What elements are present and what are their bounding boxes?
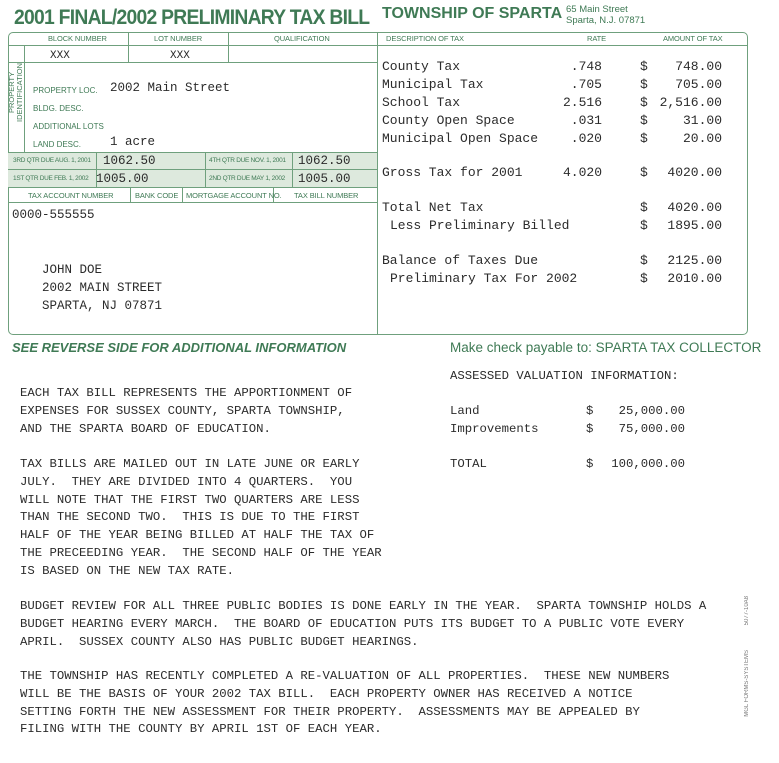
owner-name: JOHN DOE <box>42 263 103 277</box>
info-paragraph-4: THE TOWNSHIP HAS RECENTLY COMPLETED A RE-VALUATION OF ALL PROPERTIES. THESE NEW NUMBERS WILL BE THE BASIS OF YOUR 2002 TAX BILL. EACH PROPERTY OWNER HAS RECEIVED A NOTICE SETTING FORTH THE NEW ASSESSMENT FOR THEIR PROPERTY. ASSESSMENTS MAY BE APPEALED BY FILING WITH THE COUNTY BY APRIL 1ST OF EACH YEAR. <box>20 669 670 737</box>
rate-header: RATE <box>587 34 607 43</box>
account-row-line <box>8 202 378 203</box>
info-paragraph-1: EACH TAX BILL REPRESENTS THE APPORTIONMENT OF EXPENSES FOR SUSSEX COUNTY, SPARTA TOWNSHIP, AND THE SPARTA BOARD OF EDUCATION. <box>20 386 353 436</box>
block-lot-divider <box>128 32 129 45</box>
quarter-top-line <box>8 152 378 153</box>
tax-account-number-value: 0000-555555 <box>12 208 95 222</box>
address-line-2: Sparta, N.J. 07871 <box>566 15 646 26</box>
total-net-amount: 4020.00 <box>667 200 722 215</box>
assessed-title: ASSESSED VALUATION INFORMATION: <box>450 369 679 383</box>
tax-line-rate: .020 <box>570 131 602 146</box>
tax-line-amount: 705.00 <box>675 77 722 92</box>
form-code: 5077-10A8 <box>744 596 750 626</box>
tax-account-number-label: TAX ACCOUNT NUMBER <box>28 191 114 200</box>
header-row-line <box>8 45 748 46</box>
assessed-land-amount: 25,000.00 <box>618 404 685 418</box>
gross-tax-label: Gross Tax for 2001 <box>382 165 523 180</box>
less-prelim-amount: 1895.00 <box>667 218 722 233</box>
bldg-desc-label: BLDG. DESC. <box>33 104 84 113</box>
bill-title: 2001 FINAL/2002 PRELIMINARY TAX BILL <box>14 6 370 29</box>
q2-amount: 1005.00 <box>298 172 351 186</box>
address-line-1: 65 Main Street <box>566 4 628 15</box>
land-desc-value: 1 acre <box>110 135 156 149</box>
account-divider-1 <box>130 187 131 202</box>
assessed-land-currency: $ <box>586 404 594 418</box>
gross-tax-amount: 4020.00 <box>667 165 722 180</box>
printer-code: MGL FORMS-SYSTEMS <box>744 650 750 717</box>
description-header: DESCRIPTION OF TAX <box>386 34 464 43</box>
property-loc-label: PROPERTY LOC. <box>33 86 98 95</box>
mortgage-account-label: MORTGAGE ACCOUNT NO. <box>186 191 282 200</box>
tax-line-amount: 20.00 <box>682 131 722 146</box>
less-prelim-label: Less Preliminary Billed <box>390 218 570 233</box>
tax-line-label: Municipal Open Space <box>382 131 539 146</box>
quarter-divider-3 <box>292 152 293 187</box>
township-address <box>566 4 645 26</box>
additional-lots-label: ADDITIONAL LOTS <box>33 122 104 131</box>
block-row-line <box>8 62 378 63</box>
q3-due-label: 3RD QTR DUE AUG. 1, 2001 <box>13 157 91 164</box>
gross-tax-rate: 4.020 <box>563 165 603 180</box>
make-check-payable: Make check payable to: SPARTA TAX COLLECTOR <box>450 340 762 355</box>
assessed-improvements-amount: 75,000.00 <box>618 422 685 436</box>
tax-line-currency: $ <box>640 131 648 146</box>
bank-code-label: BANK CODE <box>135 191 179 200</box>
lot-qual-divider <box>228 32 229 62</box>
assessed-improvements-currency: $ <box>586 422 594 436</box>
less-prelim-currency: $ <box>640 218 648 233</box>
quarter-bottom-line <box>8 187 378 188</box>
amount-header: AMOUNT OF TAX <box>663 34 723 43</box>
tax-line-label: County Tax <box>382 59 461 74</box>
land-desc-label: LAND DESC. <box>33 140 82 149</box>
lot-number-label: LOT NUMBER <box>154 34 203 43</box>
info-paragraph-3: BUDGET REVIEW FOR ALL THREE PUBLIC BODIES IS DONE EARLY IN THE YEAR. SPARTA TOWNSHIP HOLDS A BUDGET HEARING EVERY MARCH. THE BOARD OF EDUCATION PUTS ITS BUDGET TO A PUBLIC VOTE EVERY APRIL. SUSSEX COUNTY ALSO HAS PUBLIC BUDGET HEARINGS. <box>20 599 707 649</box>
see-reverse-note: SEE REVERSE SIDE FOR ADDITIONAL INFORMATION <box>12 340 347 355</box>
tax-bill-number-label: TAX BILL NUMBER <box>294 191 359 200</box>
block-number-value: XXX <box>50 50 70 62</box>
quarter-divider-2 <box>205 152 206 187</box>
quarter-mid-line <box>8 169 378 170</box>
assessed-land-label: Land <box>450 404 480 418</box>
q2-due-label: 2ND QTR DUE MAY 1, 2002 <box>209 175 285 182</box>
tax-line-amount: 31.00 <box>682 113 722 128</box>
tax-line-label: School Tax <box>382 95 461 110</box>
assessed-improvements-label: Improvements <box>450 422 539 436</box>
balance-due-label: Balance of Taxes Due <box>382 253 539 268</box>
block-number-label: BLOCK NUMBER <box>48 34 107 43</box>
prelim-2002-currency: $ <box>640 271 648 286</box>
tax-line-currency: $ <box>640 113 648 128</box>
tax-line-label: County Open Space <box>382 113 515 128</box>
total-net-currency: $ <box>640 200 648 215</box>
gross-tax-currency: $ <box>640 165 648 180</box>
tax-line-currency: $ <box>640 59 648 74</box>
panel-divider <box>377 32 378 335</box>
total-net-label: Total Net Tax <box>382 200 484 215</box>
account-divider-2 <box>182 187 183 202</box>
lot-number-value: XXX <box>170 50 190 62</box>
q4-amount: 1062.50 <box>298 154 351 168</box>
qualification-label: QUALIFICATION <box>274 34 330 43</box>
property-identification-label: PROPERTY IDENTIFICATION <box>7 62 24 122</box>
prelim-2002-amount: 2010.00 <box>667 271 722 286</box>
block-lot-divider-2 <box>128 45 129 62</box>
tax-line-currency: $ <box>640 77 648 92</box>
assessed-total-amount: 100,000.00 <box>611 457 685 471</box>
tax-line-rate: .705 <box>570 77 602 92</box>
tax-line-rate: .748 <box>570 59 602 74</box>
q1-due-label: 1ST QTR DUE FEB. 1, 2002 <box>13 175 89 182</box>
township-name: TOWNSHIP OF SPARTA <box>382 5 563 22</box>
q3-amount: 1062.50 <box>103 154 156 168</box>
q4-due-label: 4TH QTR DUE NOV. 1, 2001 <box>209 157 286 164</box>
owner-city: SPARTA, NJ 07871 <box>42 299 163 313</box>
tax-line-rate: .031 <box>570 113 602 128</box>
q1-amount: 1005.00 <box>96 172 149 186</box>
assessed-total-label: TOTAL <box>450 457 487 471</box>
property-loc-value: 2002 Main Street <box>110 81 231 95</box>
owner-street: 2002 MAIN STREET <box>42 281 163 295</box>
tax-line-amount: 748.00 <box>675 59 722 74</box>
tax-line-amount: 2,516.00 <box>659 95 722 110</box>
assessed-total-currency: $ <box>586 457 594 471</box>
balance-due-currency: $ <box>640 253 648 268</box>
tax-line-currency: $ <box>640 95 648 110</box>
prelim-2002-label: Preliminary Tax For 2002 <box>390 271 578 286</box>
balance-due-amount: 2125.00 <box>667 253 722 268</box>
tax-line-label: Municipal Tax <box>382 77 484 92</box>
info-paragraph-2: TAX BILLS ARE MAILED OUT IN LATE JUNE OR EARLY JULY. THEY ARE DIVIDED INTO 4 QUARTERS. YOU WILL NOTE THAT THE FIRST TWO QUARTERS ARE LESS THAN THE SECOND TWO. THIS IS DUE TO THE FIRST HALF OF THE YEAR BEING BILLED AT HALF THE TAX OF THE PRECEEDING YEAR. THE SECOND HALF OF THE YEAR IS BASED ON THE NEW TAX RATE. <box>20 457 382 578</box>
tax-line-rate: 2.516 <box>562 95 602 110</box>
